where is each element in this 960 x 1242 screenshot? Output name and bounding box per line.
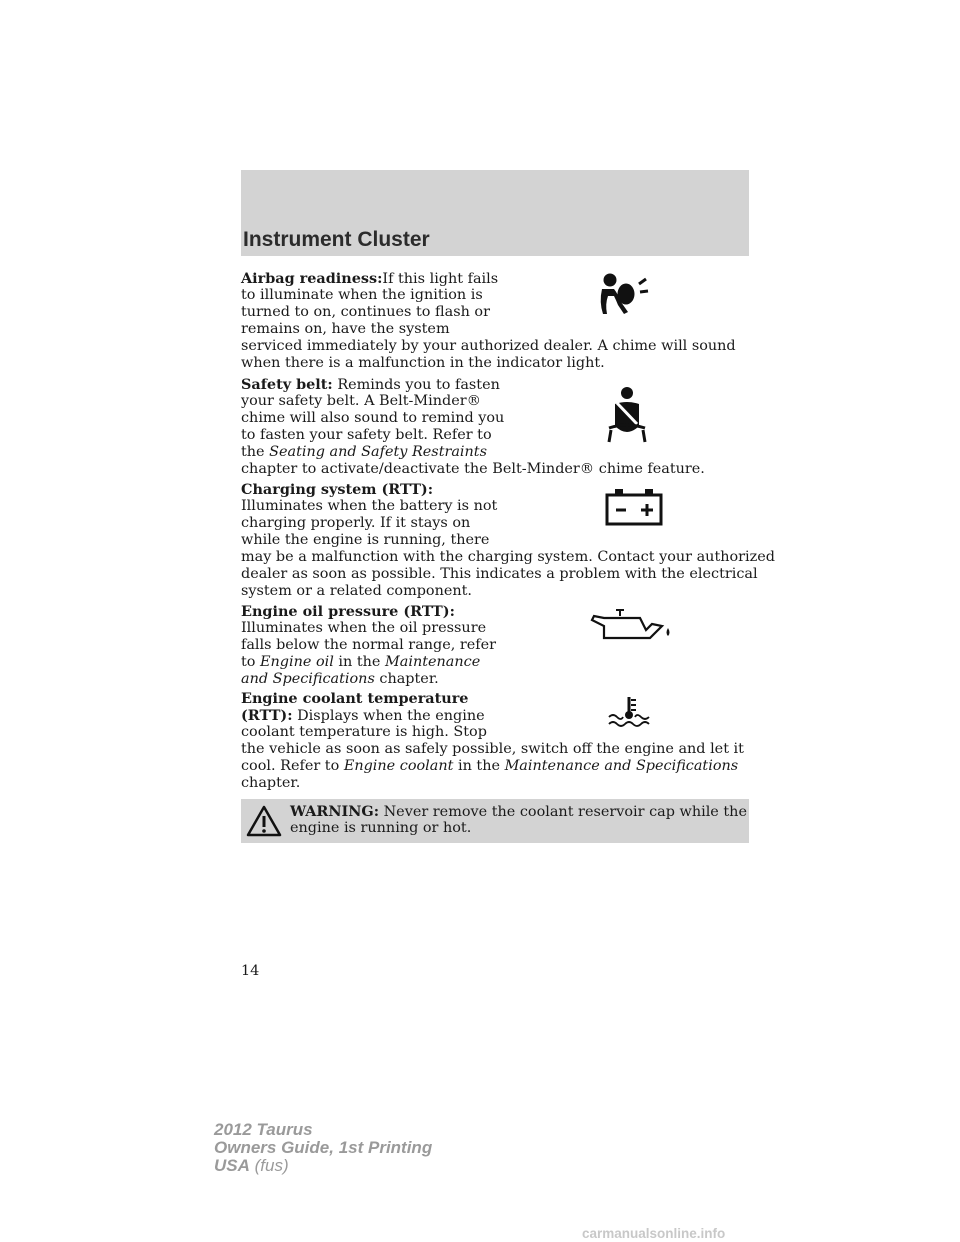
oil-pressure-section: Engine oil pressure (RTT): Illuminates when the oil pressure falls below the normal range, refer to Engine oil in the Maintenance and Specifications chapter. [241,603,497,687]
safety-belt-section: Safety belt: Reminds you to fasten your safety belt. A Belt-Minder® chime will also sound to remind you to fasten your safety belt. Refer to the Seating and Safety Restraints chapter to activate/deactivate the Belt-Minder® chime feature. [241,376,705,477]
site-watermark: carmanualsonline.info [582,1226,726,1241]
seatbelt-icon [605,386,649,444]
coolant-temp-icon [607,695,651,727]
maintenance-spec-ref: and Specifications [241,671,375,687]
coolant-temp-label: Engine coolant temperature [241,690,469,707]
airbag-section: Airbag readiness:If this light fails to illuminate when the ignition is turned to on, continues to flash or remains on, have the system serviced immediately by your authorized dealer. A chime will sound when there is a malfunction in the indicator light. [241,270,736,371]
page-number: 14 [241,963,260,979]
publication-footer: 2012 Taurus Owners Guide, 1st Printing USA (fus) [214,1120,433,1175]
oil-can-icon [588,608,674,648]
engine-coolant-ref: Engine coolant [343,758,454,774]
warning-label: WARNING: [290,803,380,820]
airbag-label: Airbag readiness: [241,270,383,287]
airbag-icon [594,272,656,322]
charging-system-label: Charging system (RTT): [241,481,434,498]
engine-oil-ref: Engine oil [260,654,334,670]
safety-belt-label: Safety belt: [241,376,333,393]
coolant-temp-section: Engine coolant temperature (RTT): Displays when the engine coolant temperature is high. Stop the vehicle as soon as safely possible, switch off the engine and let it cool. Refer to Engine coolant in the Maintenance and Specifications chapter. [241,690,744,791]
chapter-title: Instrument Cluster [243,228,430,251]
warning-text: WARNING: Never remove the coolant reservoir cap while the engine is running or hot. [290,803,747,836]
seating-restraints-chapter-ref: Seating and Safety Restraints [269,444,487,460]
oil-pressure-label: Engine oil pressure (RTT): [241,603,455,620]
warning-triangle-icon [246,805,282,837]
battery-icon [605,488,663,526]
charging-system-section: Charging system (RTT): Illuminates when the battery is not charging properly. If it stays on while the engine is running, there may be a malfunction with the charging system. Contact your authorized dealer as soon as possible. This indicates a problem with the electrical system or a related component. [241,481,775,599]
